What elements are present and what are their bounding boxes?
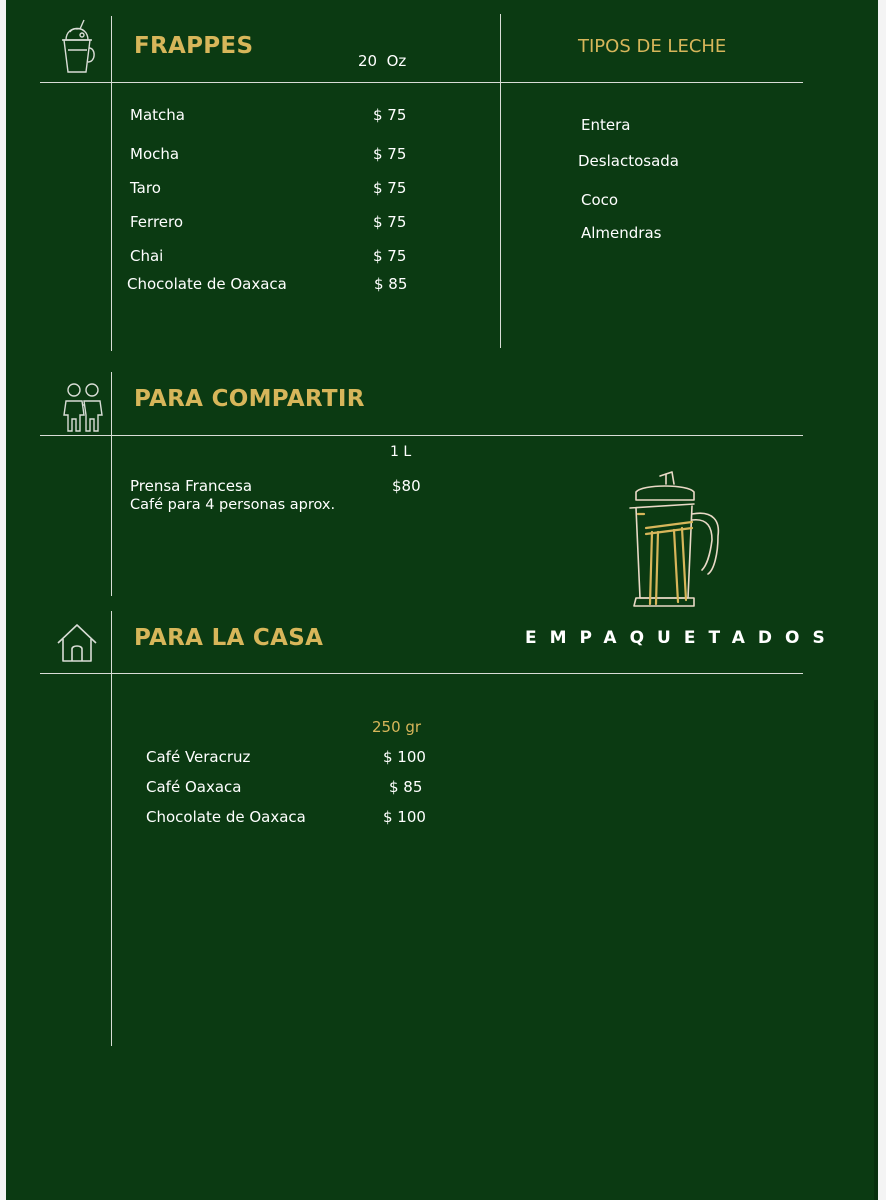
frappe-item-name: Matcha [130,106,185,124]
casa-item-name: Café Veracruz [146,748,251,766]
casa-item-price: $ 85 [389,778,423,796]
casa-size: 250 gr [372,718,422,736]
frappe-item-name: Ferrero [130,213,184,231]
frappe-item-price: $ 75 [373,145,407,163]
leche-item: Deslactosada [578,152,679,170]
house-icon [55,621,99,665]
casa-title: PARA LA CASA [134,625,324,651]
compartir-title: PARA COMPARTIR [134,386,365,412]
frappe-item-name: Taro [130,179,161,197]
compartir-item-price: $80 [392,477,421,495]
frappes-rule [40,82,803,83]
people-icon [60,381,106,433]
frappes-divider-middle [500,14,501,348]
leche-item: Entera [581,116,631,134]
leche-title: TIPOS DE LECHE [578,36,727,57]
compartir-item-description: Café para 4 personas aprox. [130,497,336,513]
casa-rule [40,673,803,674]
casa-item-name: Café Oaxaca [146,778,242,796]
menu-page [6,0,878,1200]
casa-divider-left [111,611,112,1046]
empaquetados-label: EMPAQUETADOS [525,628,838,648]
frappe-item-name: Chocolate de Oaxaca [127,275,287,293]
frappe-item-price: $ 85 [374,275,408,293]
leche-item: Almendras [581,224,662,242]
frappe-item-price: $ 75 [373,247,407,265]
frappe-item-name: Chai [130,247,164,265]
frappe-item-name: Mocha [130,145,180,163]
french-press-illustration [622,470,726,612]
compartir-divider-left [111,372,112,596]
frappe-item-price: $ 75 [373,106,407,124]
frappes-divider-left [111,16,112,351]
page-edge-shadow [874,700,878,1200]
leche-item: Coco [581,191,619,209]
casa-item-name: Chocolate de Oaxaca [146,808,306,826]
frappes-size: 20 Oz [358,52,407,70]
compartir-size: 1 L [390,444,412,460]
frappe-cup-icon [58,18,98,76]
frappes-title: FRAPPES [134,33,254,59]
casa-item-price: $ 100 [383,748,426,766]
frappe-item-price: $ 75 [373,179,407,197]
compartir-item-name: Prensa Francesa [130,477,253,495]
compartir-rule [40,435,803,436]
casa-item-price: $ 100 [383,808,426,826]
frappe-item-price: $ 75 [373,213,407,231]
